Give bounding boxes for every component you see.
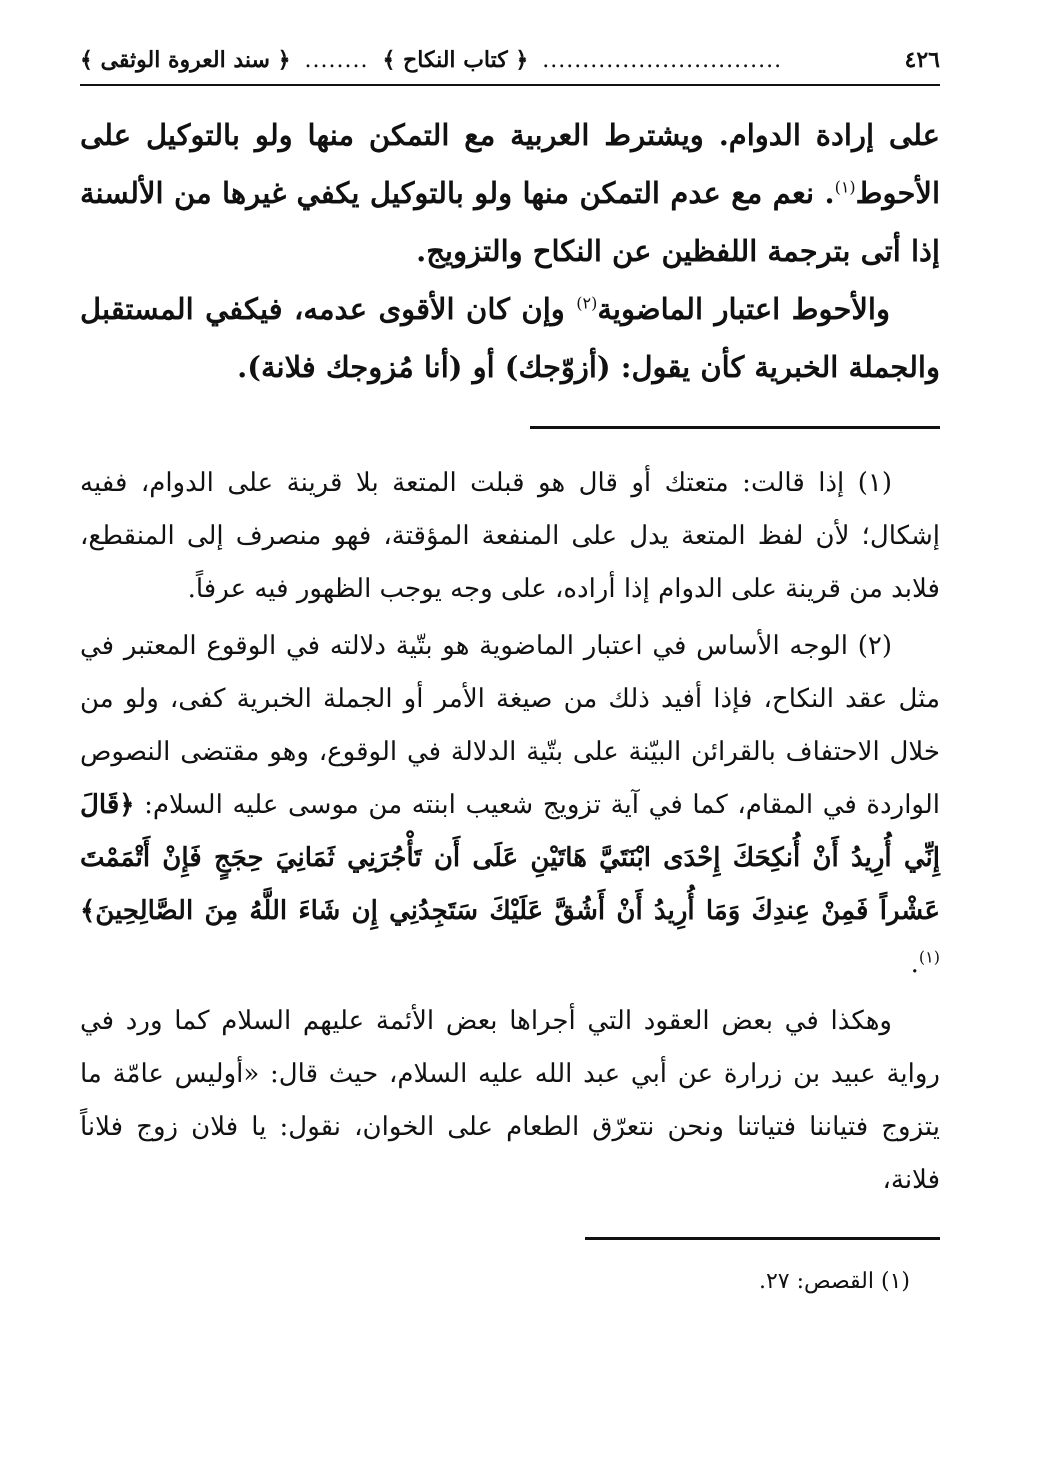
footnote-marker-2: (٢) xyxy=(576,293,598,313)
main-paragraph-1-part-a: على إرادة الدوام. ويشترط العربية مع التمكن منها ولو بالتوكيل على الأحوط xyxy=(80,118,940,210)
main-paragraph-2 xyxy=(80,280,940,396)
note-2 xyxy=(80,620,940,991)
main-paragraph-1-part-b: . نعم مع عدم التمكن منها ولو بالتوكيل يكفي غيرها من الألسنة إذا أتى بترجمة اللفظين عن النكاح والتزويج. xyxy=(80,176,940,268)
bottom-footnote-separator xyxy=(585,1237,940,1240)
book-title: ﴿ سند العروة الوثقى ﴾ xyxy=(80,47,291,73)
header-dots-2: ........ xyxy=(304,47,369,73)
footnote-marker-1: (١) xyxy=(834,177,856,197)
note-2-text: (٢) الوجه الأساس في اعتبار الماضوية هو بتّية دلالته في الوقوع المعتبر في مثل عقد النكاح، فإذا أفيد ذلك من صيغة الأمر أو الجملة الخبرية كفى، ولو من خلال الاحتفاف بالقرائن البيّنة على بتّية الدلالة في الوقوع، وهو مقتضى النصوص الواردة في المقام، كما في آية تزويج شعيب ابنته من موسى عليه السلام: xyxy=(80,631,940,820)
note-3: وهكذا في بعض العقود التي أجراها بعض الأئمة عليهم السلام كما ورد في رواية عبيد بن زرارة عن أبي عبد الله عليه السلام، حيث قال: «أوليس عامّة ما يتزوج فتياننا فتياتنا ونحن نتعرّق الطعام على الخوان، نقول: يا فلان زوج فلاناً فلانة، xyxy=(80,1006,940,1195)
note-2-end: . xyxy=(910,949,919,979)
quran-verse: ﴿قَالَ إِنِّي أُرِيدُ أَنْ أُنكِحَكَ إِحْدَى ابْنَتَيَّ هَاتَيْنِ عَلَى أَن تَأْجُرَنِي ثَمَانِيَ حِجَجٍ فَإِنْ أَتْمَمْتَ عَشْراً فَمِنْ عِندِكَ وَمَا أُرِيدُ أَنْ أَشُقَّ عَلَيْكَ سَتَجِدُنِي إِن شَاءَ اللَّهُ مِنَ الصَّالِحِينَ﴾ xyxy=(80,790,940,926)
note-1: (١) إذا قالت: متعتك أو قال هو قبلت المتعة بلا قرينة على الدوام، ففيه إشكال؛ لأن لفظ المتعة يدل على المنفعة المؤقتة، فهو منصرف إلى المنقطع، فلابد من قرينة على الدوام إذا أراده، على وجه يوجب الظهور فيه عرفاً. xyxy=(80,468,940,604)
bottom-footnote-text: (١) القصص: ٢٧. xyxy=(758,1269,910,1294)
header-titles xyxy=(80,47,782,73)
chapter-title: ﴿ كتاب النكاح ﴾ xyxy=(382,47,529,73)
header-dots-1: .............................. xyxy=(542,47,783,73)
page-number: ٤٢٦ xyxy=(904,47,940,73)
main-paragraph-1 xyxy=(80,106,940,280)
bottom-footnote xyxy=(80,1262,940,1302)
commentary-notes xyxy=(80,457,940,1207)
running-header xyxy=(80,40,940,86)
book-page xyxy=(80,40,940,1302)
main-text xyxy=(80,106,940,396)
main-paragraph-2-part-a: والأحوط اعتبار الماضوية xyxy=(597,292,890,326)
main-paragraph-2-part-b: وإن كان الأقوى عدمه، فيكفي المستقبل والجملة الخبرية كأن يقول: (أزوّجك) أو (أنا مُزوجك فلانة). xyxy=(80,292,940,384)
footnote-separator xyxy=(530,426,940,429)
note-2-footnote-marker: (١) xyxy=(918,947,940,967)
